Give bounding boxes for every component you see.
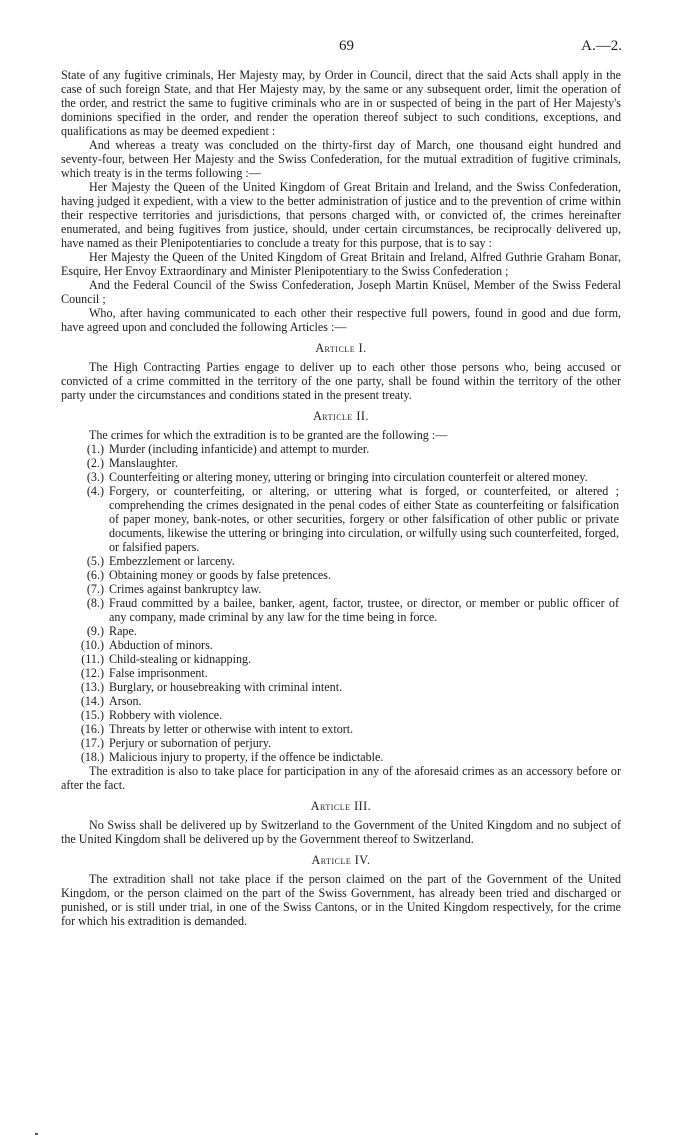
list-item — [61, 750, 621, 764]
item-number: (17.) — [80, 736, 104, 750]
paragraph: And the Federal Council of the Swiss Confederation, Joseph Martin Knüsel, Member of the Swiss Federal Council ; — [61, 278, 621, 306]
item-number: (16.) — [80, 722, 104, 736]
list-item — [61, 708, 621, 722]
item-number: (5.) — [86, 554, 104, 568]
article-intro: The crimes for which the extradition is to be granted are the following :— — [89, 428, 448, 442]
item-number: (8.) — [86, 596, 104, 610]
list-item — [61, 638, 621, 652]
paper-reference: A.—2. — [581, 38, 622, 54]
page-number: 69 — [339, 38, 354, 54]
item-text: Robbery with violence. — [109, 708, 223, 722]
article-heading: Article IV. — [311, 853, 371, 867]
list-item — [61, 680, 621, 694]
article-heading: Article I. — [315, 341, 367, 355]
item-text: Obtaining money or goods by false pretences. — [109, 568, 331, 582]
item-number: (15.) — [80, 708, 104, 722]
list-item — [61, 582, 621, 596]
paragraph: State of any fugitive criminals, Her Majesty may, by Order in Council, direct that the said Acts shall apply in the case of such foreign State, and that Her Majesty may, by the same or any subsequent order, limit the operation of the order, and restrict the same to fugitive criminals who are in or suspected of being in the part of Her Majesty's dominions specified in the order, and render the operation thereof subject to such conditions, exceptions, and qualifications as may be deemed expedient : — [61, 68, 621, 138]
margin-mark — [35, 1133, 38, 1135]
item-number: (2.) — [86, 456, 104, 470]
item-number: (3.) — [86, 470, 104, 484]
paragraph: Her Majesty the Queen of the United Kingdom of Great Britain and Ireland, Alfred Guthrie Graham Bonar, Esquire, Her Envoy Extraordinary and Minister Plenipotentiary to the Swiss Confederation ; — [61, 250, 621, 278]
item-number: (11.) — [81, 652, 104, 666]
article-heading: Article III. — [310, 799, 372, 813]
item-number: (13.) — [80, 680, 104, 694]
list-item — [61, 456, 621, 470]
item-number: (4.) — [86, 484, 104, 498]
paragraph: Her Majesty the Queen of the United Kingdom of Great Britain and Ireland, and the Swiss Confederation, having judged it expedient, with a view to the better administration of justice and to the prevention of crime within their respective territories and jurisdictions, that persons charged with, or convicted of, the crimes hereinafter enumerated, and being fugitives from justice, should, under certain circumstances, be reciprocally delivered up, have named as their Plenipotentiaries to conclude a treaty for this purpose, that is to say : — [61, 180, 621, 250]
list-item — [61, 442, 621, 456]
list-item — [61, 736, 621, 750]
item-number: (1.) — [86, 442, 104, 456]
article-heading: Article II. — [313, 409, 369, 423]
item-text: Perjury or subornation of perjury. — [109, 736, 272, 750]
crimes-list — [61, 442, 621, 764]
item-text: Arson. — [109, 694, 142, 708]
item-text: Fraud committed by a bailee, banker, agent, factor, trustee, or director, or member or public officer of any company, made criminal by any law for the time being in force. — [109, 596, 619, 624]
item-text: False imprisonment. — [109, 666, 208, 680]
list-item — [61, 470, 621, 484]
paragraph: And whereas a treaty was concluded on the thirty-first day of March, one thousand eight hundred and seventy-four, between Her Majesty and the Swiss Confederation, for the mutual extradition of fugitive criminals, which treaty is in the terms following :— — [61, 138, 621, 180]
item-text: Counterfeiting or altering money, uttering or bringing into circulation counterfeit or altered money. — [109, 470, 588, 484]
list-item — [61, 596, 621, 624]
article-text: The extradition shall not take place if the person claimed on the part of the Government of the United Kingdom, or the person claimed on the part of the Swiss Government, has already been tried and discharged or punished, or is still under trial, in one of the Swiss Cantons, or in the United Kingdom respectively, for the crime for which his extradition is demanded. — [61, 872, 621, 928]
item-text: Threats by letter or otherwise with intent to extort. — [109, 722, 354, 736]
article-text: No Swiss shall be delivered up by Switzerland to the Government of the United Kingdom and no subject of the United Kingdom shall be delivered up by the Government thereof to Switzerland. — [61, 818, 621, 846]
item-text: Rape. — [109, 624, 137, 638]
item-text: Crimes against bankruptcy law. — [109, 582, 262, 596]
item-text: Burglary, or housebreaking with criminal intent. — [109, 680, 343, 694]
item-text: Malicious injury to property, if the offence be indictable. — [109, 750, 384, 764]
item-text: Embezzlement or larceny. — [109, 554, 235, 568]
item-number: (7.) — [86, 582, 104, 596]
item-text: Forgery, or counterfeiting, or altering, or uttering what is forged, or counterfeited, or altered ; comprehending the crimes designated in the penal codes of either State as counterfeiting or falsification of paper money, bank-notes, or other securities, forgery or other falsification of other public or private documents, likewise the uttering or bringing into circulation, or wilfully using such counterfeited, forged, or falsified papers. — [109, 484, 619, 554]
item-text: Child-stealing or kidnapping. — [109, 652, 252, 666]
item-text: Abduction of minors. — [109, 638, 213, 652]
list-item — [61, 722, 621, 736]
item-number: (18.) — [80, 750, 104, 764]
item-number: (12.) — [80, 666, 104, 680]
list-item — [61, 484, 621, 554]
list-item — [61, 666, 621, 680]
article-closing: The extradition is also to take place for participation in any of the aforesaid crimes as an accessory before or after the fact. — [61, 764, 621, 792]
item-number: (9.) — [86, 624, 104, 638]
document-body — [61, 68, 621, 928]
article-text: The High Contracting Parties engage to deliver up to each other those persons who, being accused or convicted of a crime committed in the territory of the one party, shall be found within the territory of the other party under the circumstances and conditions stated in the present treaty. — [61, 360, 621, 402]
item-text: Manslaughter. — [109, 456, 178, 470]
item-text: Murder (including infanticide) and attempt to murder. — [109, 442, 370, 456]
list-item — [61, 652, 621, 666]
list-item — [61, 554, 621, 568]
item-number: (10.) — [80, 638, 104, 652]
item-number: (14.) — [80, 694, 104, 708]
list-item — [61, 694, 621, 708]
paragraph: Who, after having communicated to each other their respective full powers, found in good and due form, have agreed upon and concluded the following Articles :— — [61, 306, 621, 334]
item-number: (6.) — [86, 568, 104, 582]
list-item — [61, 568, 621, 582]
list-item — [61, 624, 621, 638]
page-header — [0, 38, 700, 58]
